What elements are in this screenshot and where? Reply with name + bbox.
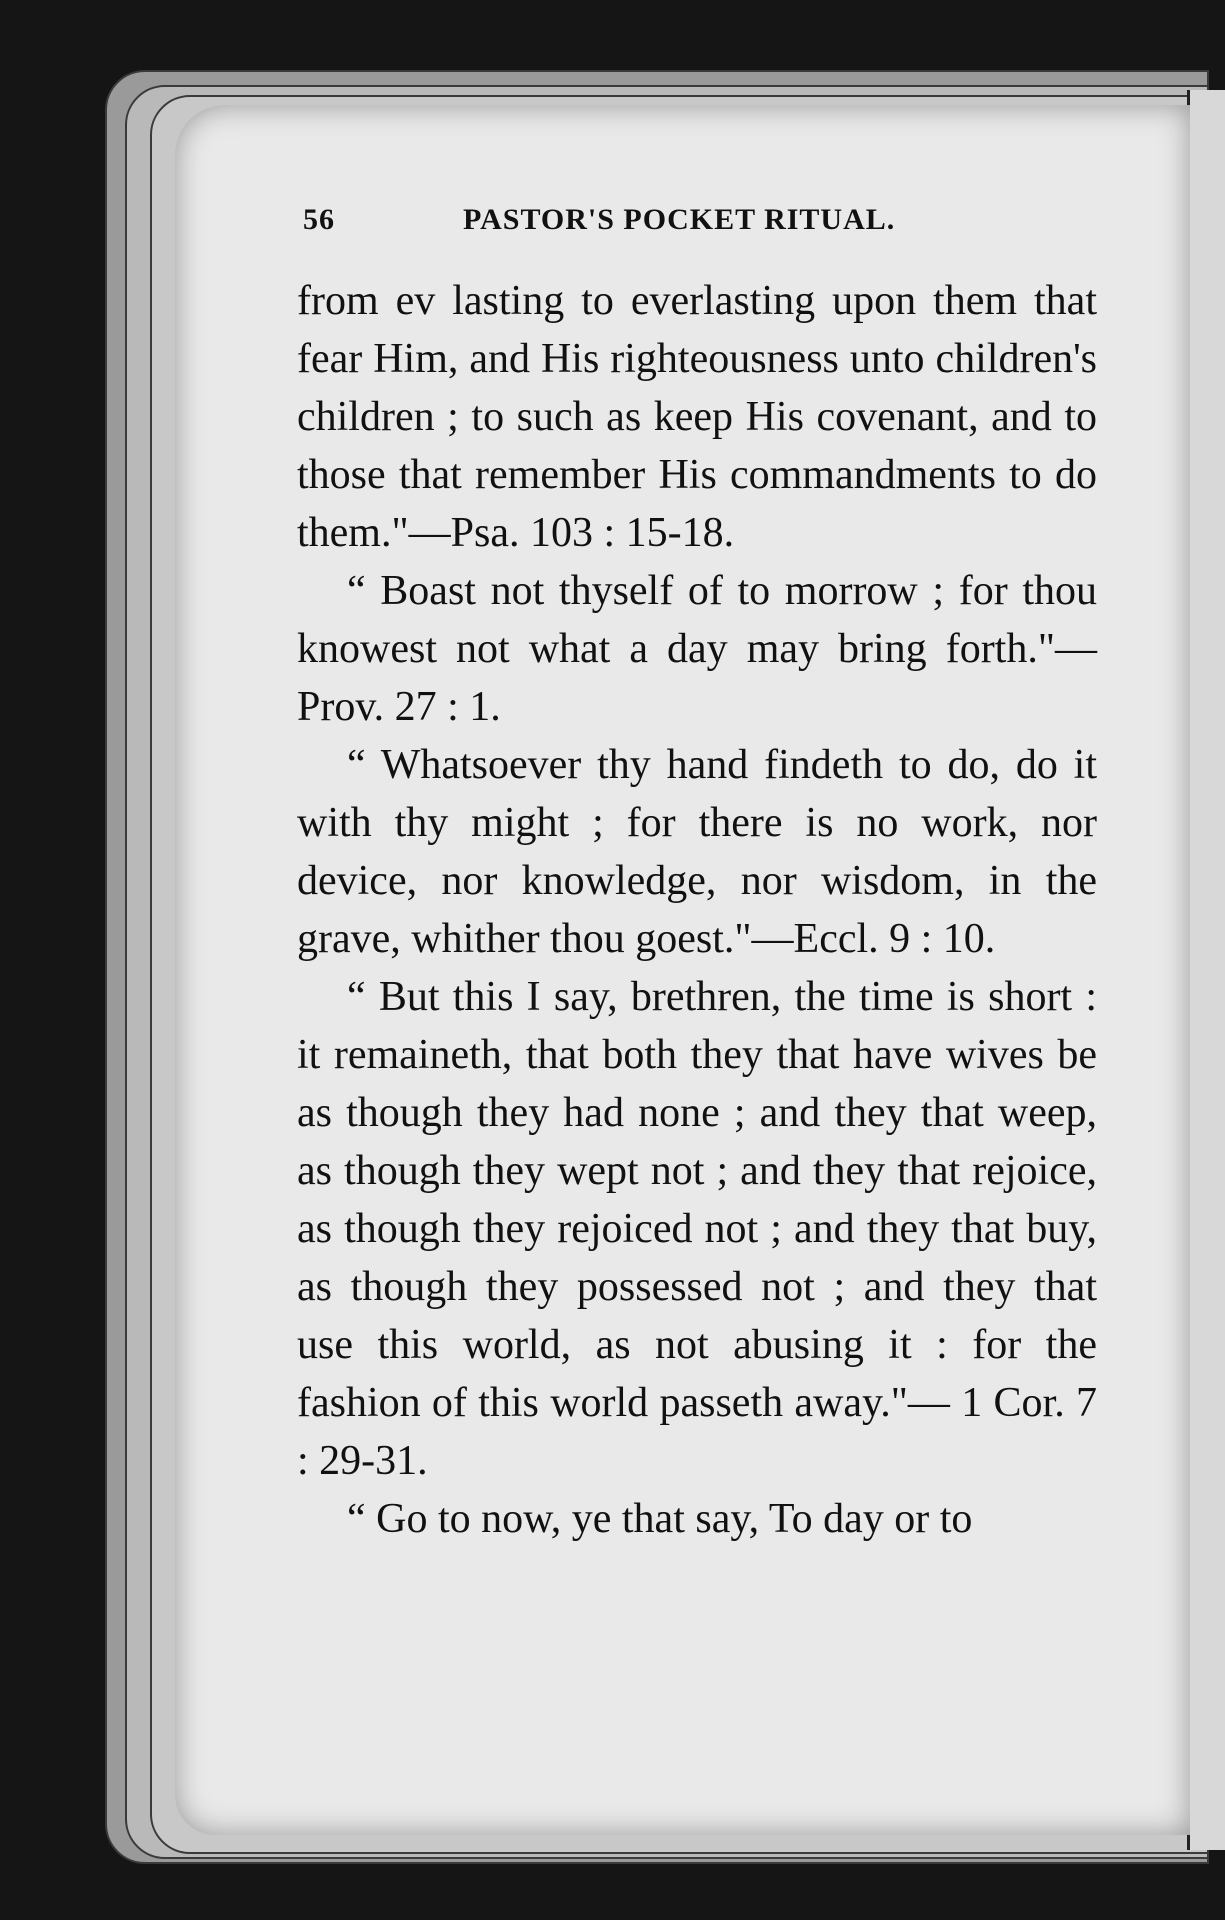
paragraph: from ev lasting to everlasting upon them that fear Him, and His righteousness unto children's children ; to such as keep His covenant, and to those that remember His commandments to do them."—Psa. 103 : 15-18. (297, 278, 1097, 556)
body-text (297, 272, 1097, 1548)
page-header (303, 203, 1003, 243)
page-number: 56 (303, 203, 335, 236)
paragraph: “ But this I say, brethren, the time is short : it remaineth, that both they that have wives be as though they had none ; and they that weep, as though they wept not ; and they that rejoice, as though they rejoiced not ; and they that buy, as though they possessed not ; and they that use this world, as not abusing it : for the fashion of this world passeth away."— 1 Cor. 7 : 29-31. (297, 974, 1097, 1484)
paragraph: “ Boast not thyself of to morrow ; for thou knowest not what a day may bring forth."—Prov. 27 : 1. (297, 568, 1097, 730)
paragraph: “ Whatsoever thy hand findeth to do, do it with thy might ; for there is no work, nor device, nor knowledge, nor wisdom, in the grave, whither thou goest."—Eccl. 9 : 10. (297, 742, 1097, 962)
running-title: PASTOR'S POCKET RITUAL. (463, 203, 896, 236)
paragraph: “ Go to now, ye that say, To day or to (347, 1496, 973, 1542)
facing-page-edge (1187, 90, 1225, 1850)
